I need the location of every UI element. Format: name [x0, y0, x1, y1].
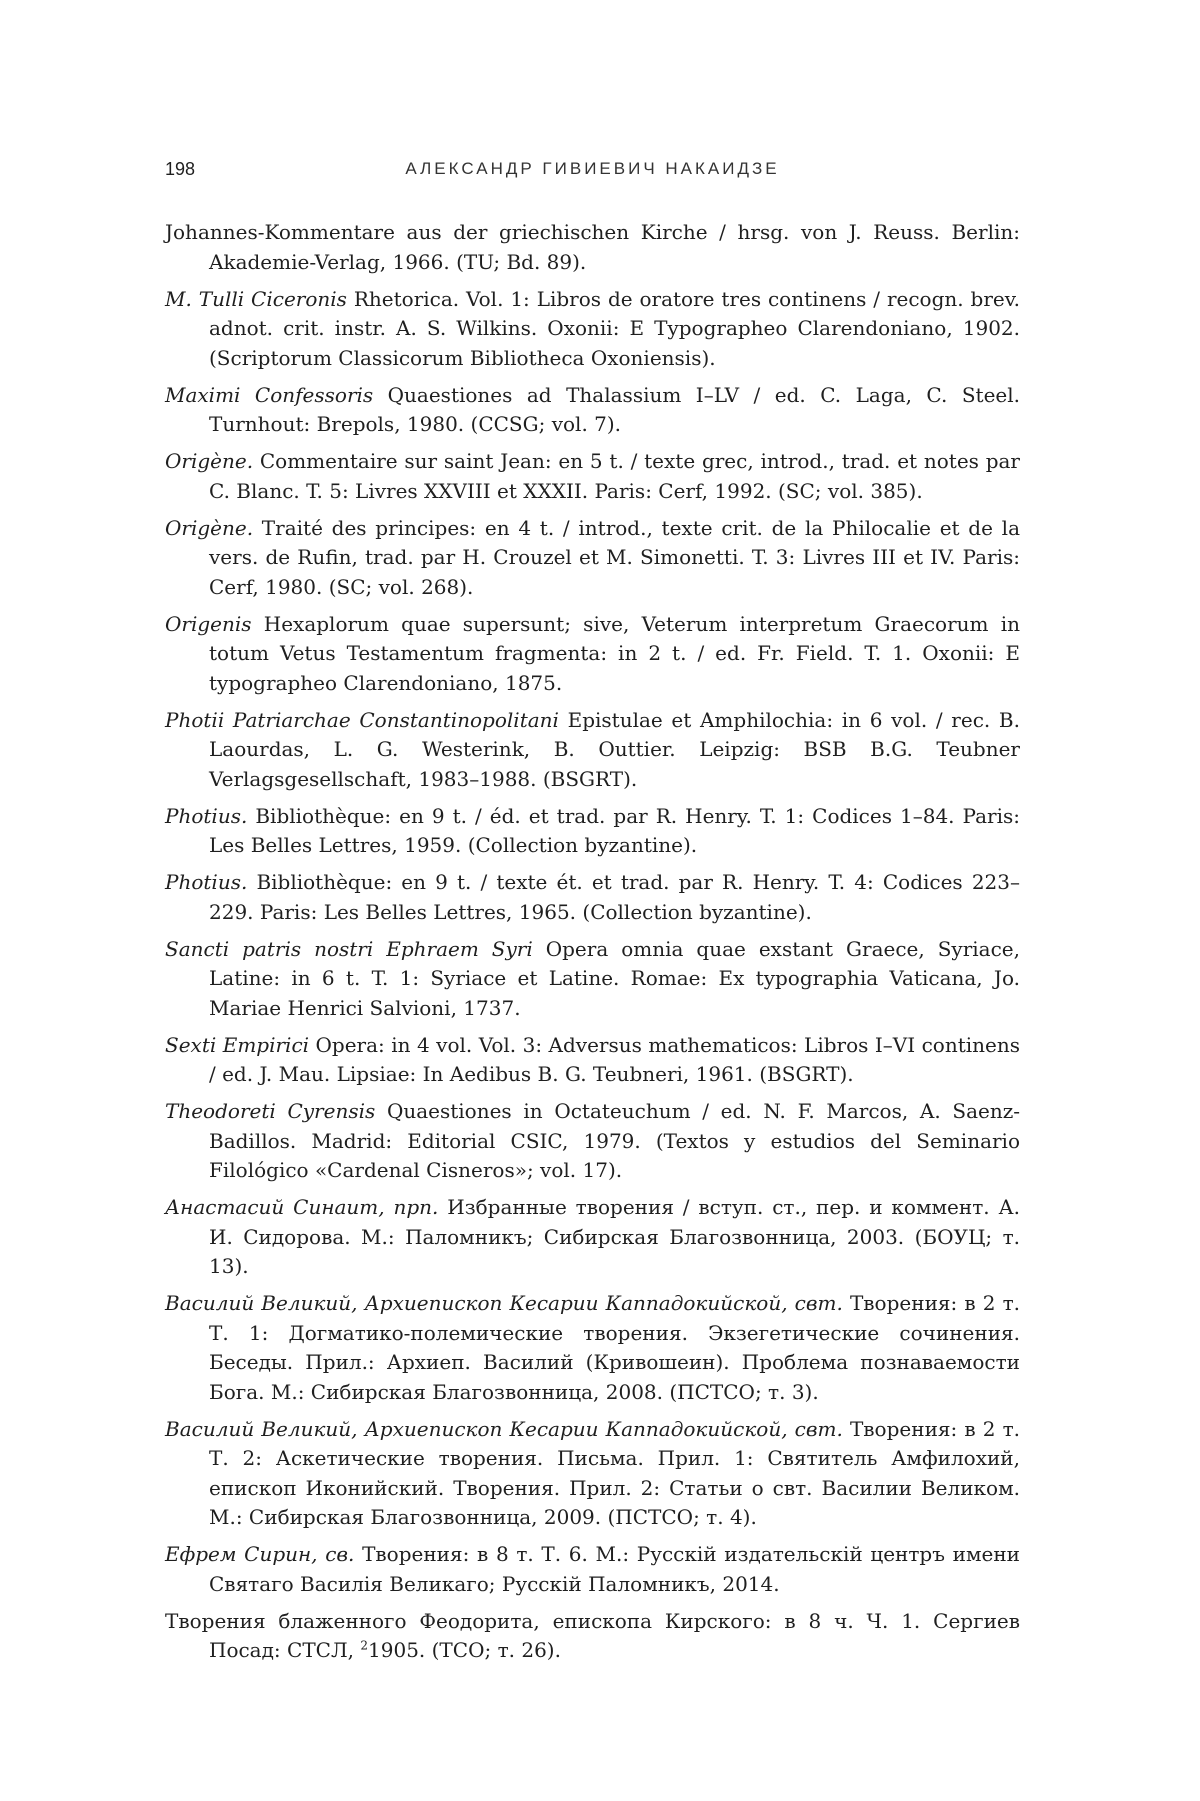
bibliography-entry	[165, 610, 1020, 699]
bibliography-entry	[165, 868, 1020, 927]
entry-text: Творения: в 2 т. Т. 1: Догматико-полемические творения. Экзегетические сочинения. Беседы. Прил.: Архиеп. Василий (Кривошеин). Проблема познаваемости Бога. М.: Сибирская Благозвонница, 2008. (ПСТСО; т. 3).	[209, 1291, 1020, 1404]
bibliography-entry	[165, 1415, 1020, 1533]
page-header	[165, 159, 1020, 189]
entry-text: Johannes-Kommentare aus der griechischen Kirche / hrsg. von J. Reuss. Berlin: Akademie-Verlag, 1966. (TU; Bd. 89).	[165, 220, 1020, 274]
entry-author: Sancti patris nostri Ephraem Syri	[165, 936, 533, 961]
entry-author: Maximi Confessoris	[165, 382, 374, 407]
page-number: 198	[165, 159, 196, 179]
bibliography-list	[165, 218, 1020, 1673]
entry-text: Творения: в 8 т. Т. 6. М.: Русскiй издательскiй центръ имени Святаго Василiя Великаго; Русскiй Паломникъ, 2014.	[209, 1542, 1020, 1596]
entry-author: Sexti Empirici	[165, 1032, 310, 1057]
entry-text: Opera: in 4 vol. Vol. 3: Adversus mathematicos: Libros I–VI continens / ed. J. Mau. Lipsiae: In Aedibus B. G. Teubneri, 1961. (BSGRT).	[209, 1032, 1020, 1086]
entry-author: Photius.	[165, 803, 248, 828]
bibliography-entry	[165, 447, 1020, 506]
entry-text: Opera omnia quae exstant Graece, Syriace, Latine: in 6 t. T. 1: Syriace et Latine. Romae: Ex typographia Vaticana, Jo. Mariae Henrici Salvioni, 1737.	[209, 936, 1021, 1020]
entry-text: Hexaplorum quae supersunt; sive, Veterum interpretum Graecorum in totum Vetus Testamentum fragmenta: in 2 t. / ed. Fr. Field. T. 1. Oxonii: E typographeo Clarendoniano, 1875.	[209, 611, 1020, 695]
bibliography-entry	[165, 1193, 1020, 1282]
running-head-author: АЛЕКСАНДР ГИВИЕВИЧ НАКАИДЗЕ	[405, 159, 780, 178]
entry-text-after: 1905. (ТСО; т. 26).	[368, 1638, 561, 1662]
entry-text: Bibliothèque: en 9 t. / texte ét. et trad. par R. Henry. T. 4: Codices 223–229. Paris: Les Belles Lettres, 1965. (Collection byzantine).	[209, 870, 1020, 924]
entry-text: Избранные творения / вступ. ст., пер. и коммент. А. И. Сидорова. М.: Паломникъ; Сибирская Благозвонница, 2003. (БОУЦ; т. 13).	[209, 1195, 1021, 1278]
entry-author: Анастасий Синаит, прп.	[165, 1195, 439, 1219]
entry-author: Origenis	[165, 611, 252, 636]
entry-text: Творения блаженного Феодорита, епископа Кирского: в 8 ч. Ч. 1. Сергиев Посад: СТСЛ,	[165, 1608, 1020, 1662]
entry-author: Василий Великий, Архиепископ Кесарии Каппадокийской, свт.	[165, 1291, 843, 1315]
entry-author: Photius.	[165, 870, 248, 894]
entry-author: Василий Великий, Архиепископ Кесарии Каппадокийской, свт.	[165, 1416, 843, 1441]
entry-author: Origène.	[165, 449, 254, 473]
entry-author: Origène.	[165, 515, 254, 540]
bibliography-entry	[165, 1607, 1020, 1666]
bibliography-entry	[165, 381, 1020, 440]
bibliography-entry	[165, 285, 1020, 374]
entry-author: Ефрем Сирин, св.	[165, 1542, 355, 1566]
bibliography-entry	[165, 1289, 1020, 1407]
entry-text: Rhetorica. Vol. 1: Libros de oratore tres continens / recogn. brev. adnot. crit. instr. A. S. Wilkins. Oxonii: E Typographeo Clarendoniano, 1902. (Scriptorum Classicorum Bibliotheca Oxoniensis).	[209, 286, 1021, 370]
edition-number: 2	[360, 1638, 369, 1653]
entry-text: Творения: в 2 т. Т. 2: Аскетические творения. Письма. Прил. 1: Святитель Амфилохий, епископ Иконийский. Творения. Прил. 2: Статьи о свт. Василии Великом. М.: Сибирская Благозвонница, 2009. (ПСТСО; т. 4).	[209, 1416, 1020, 1529]
entry-text: Epistulae et Amphilochia: in 6 vol. / rec. B. Laourdas, L. G. Westerink, B. Outtier. Leipzig: BSB B.G. Teubner Verlagsgesellschaft, 1983–1988. (BSGRT).	[209, 707, 1020, 791]
bibliography-entry	[165, 218, 1020, 277]
bibliography-entry	[165, 802, 1020, 861]
bibliography-entry	[165, 514, 1020, 603]
bibliography-entry	[165, 935, 1020, 1024]
entry-text: Quaestiones in Octateuchum / ed. N. F. Marcos, A. Saenz-Badillos. Madrid: Editorial CSIC, 1979. (Textos y estudios del Seminario Filológico «Cardenal Cisneros»; vol. 17).	[209, 1099, 1021, 1182]
entry-text: Bibliothèque: en 9 t. / éd. et trad. par R. Henry. T. 1: Codices 1–84. Paris: Les Belles Lettres, 1959. (Collection byzantine).	[209, 803, 1020, 857]
entry-text: Traité des principes: en 4 t. / introd., texte crit. de la Philocalie et de la vers. de Rufin, trad. par H. Crouzel et M. Simonetti. T. 3: Livres III et IV. Paris: Cerf, 1980. (SC; vol. 268).	[209, 515, 1020, 599]
entry-text: Quaestiones ad Thalassium I–LV / ed. C. Laga, C. Steel. Turnhout: Brepols, 1980. (CCSG; vol. 7).	[209, 382, 1020, 436]
entry-author: M. Tulli Ciceronis	[165, 286, 347, 311]
bibliography-entry	[165, 1097, 1020, 1186]
bibliography-entry	[165, 1031, 1020, 1090]
entry-author: Photii Patriarchae Constantinopolitani	[165, 707, 559, 732]
entry-author: Theodoreti Cyrensis	[165, 1099, 376, 1123]
bibliography-entry	[165, 706, 1020, 795]
entry-text: Commentaire sur saint Jean: en 5 t. / texte grec, introd., trad. et notes par C. Blanc. T. 5: Livres XXVIII et XXXII. Paris: Cerf, 1992. (SC; vol. 385).	[209, 449, 1020, 503]
bibliography-entry	[165, 1540, 1020, 1599]
